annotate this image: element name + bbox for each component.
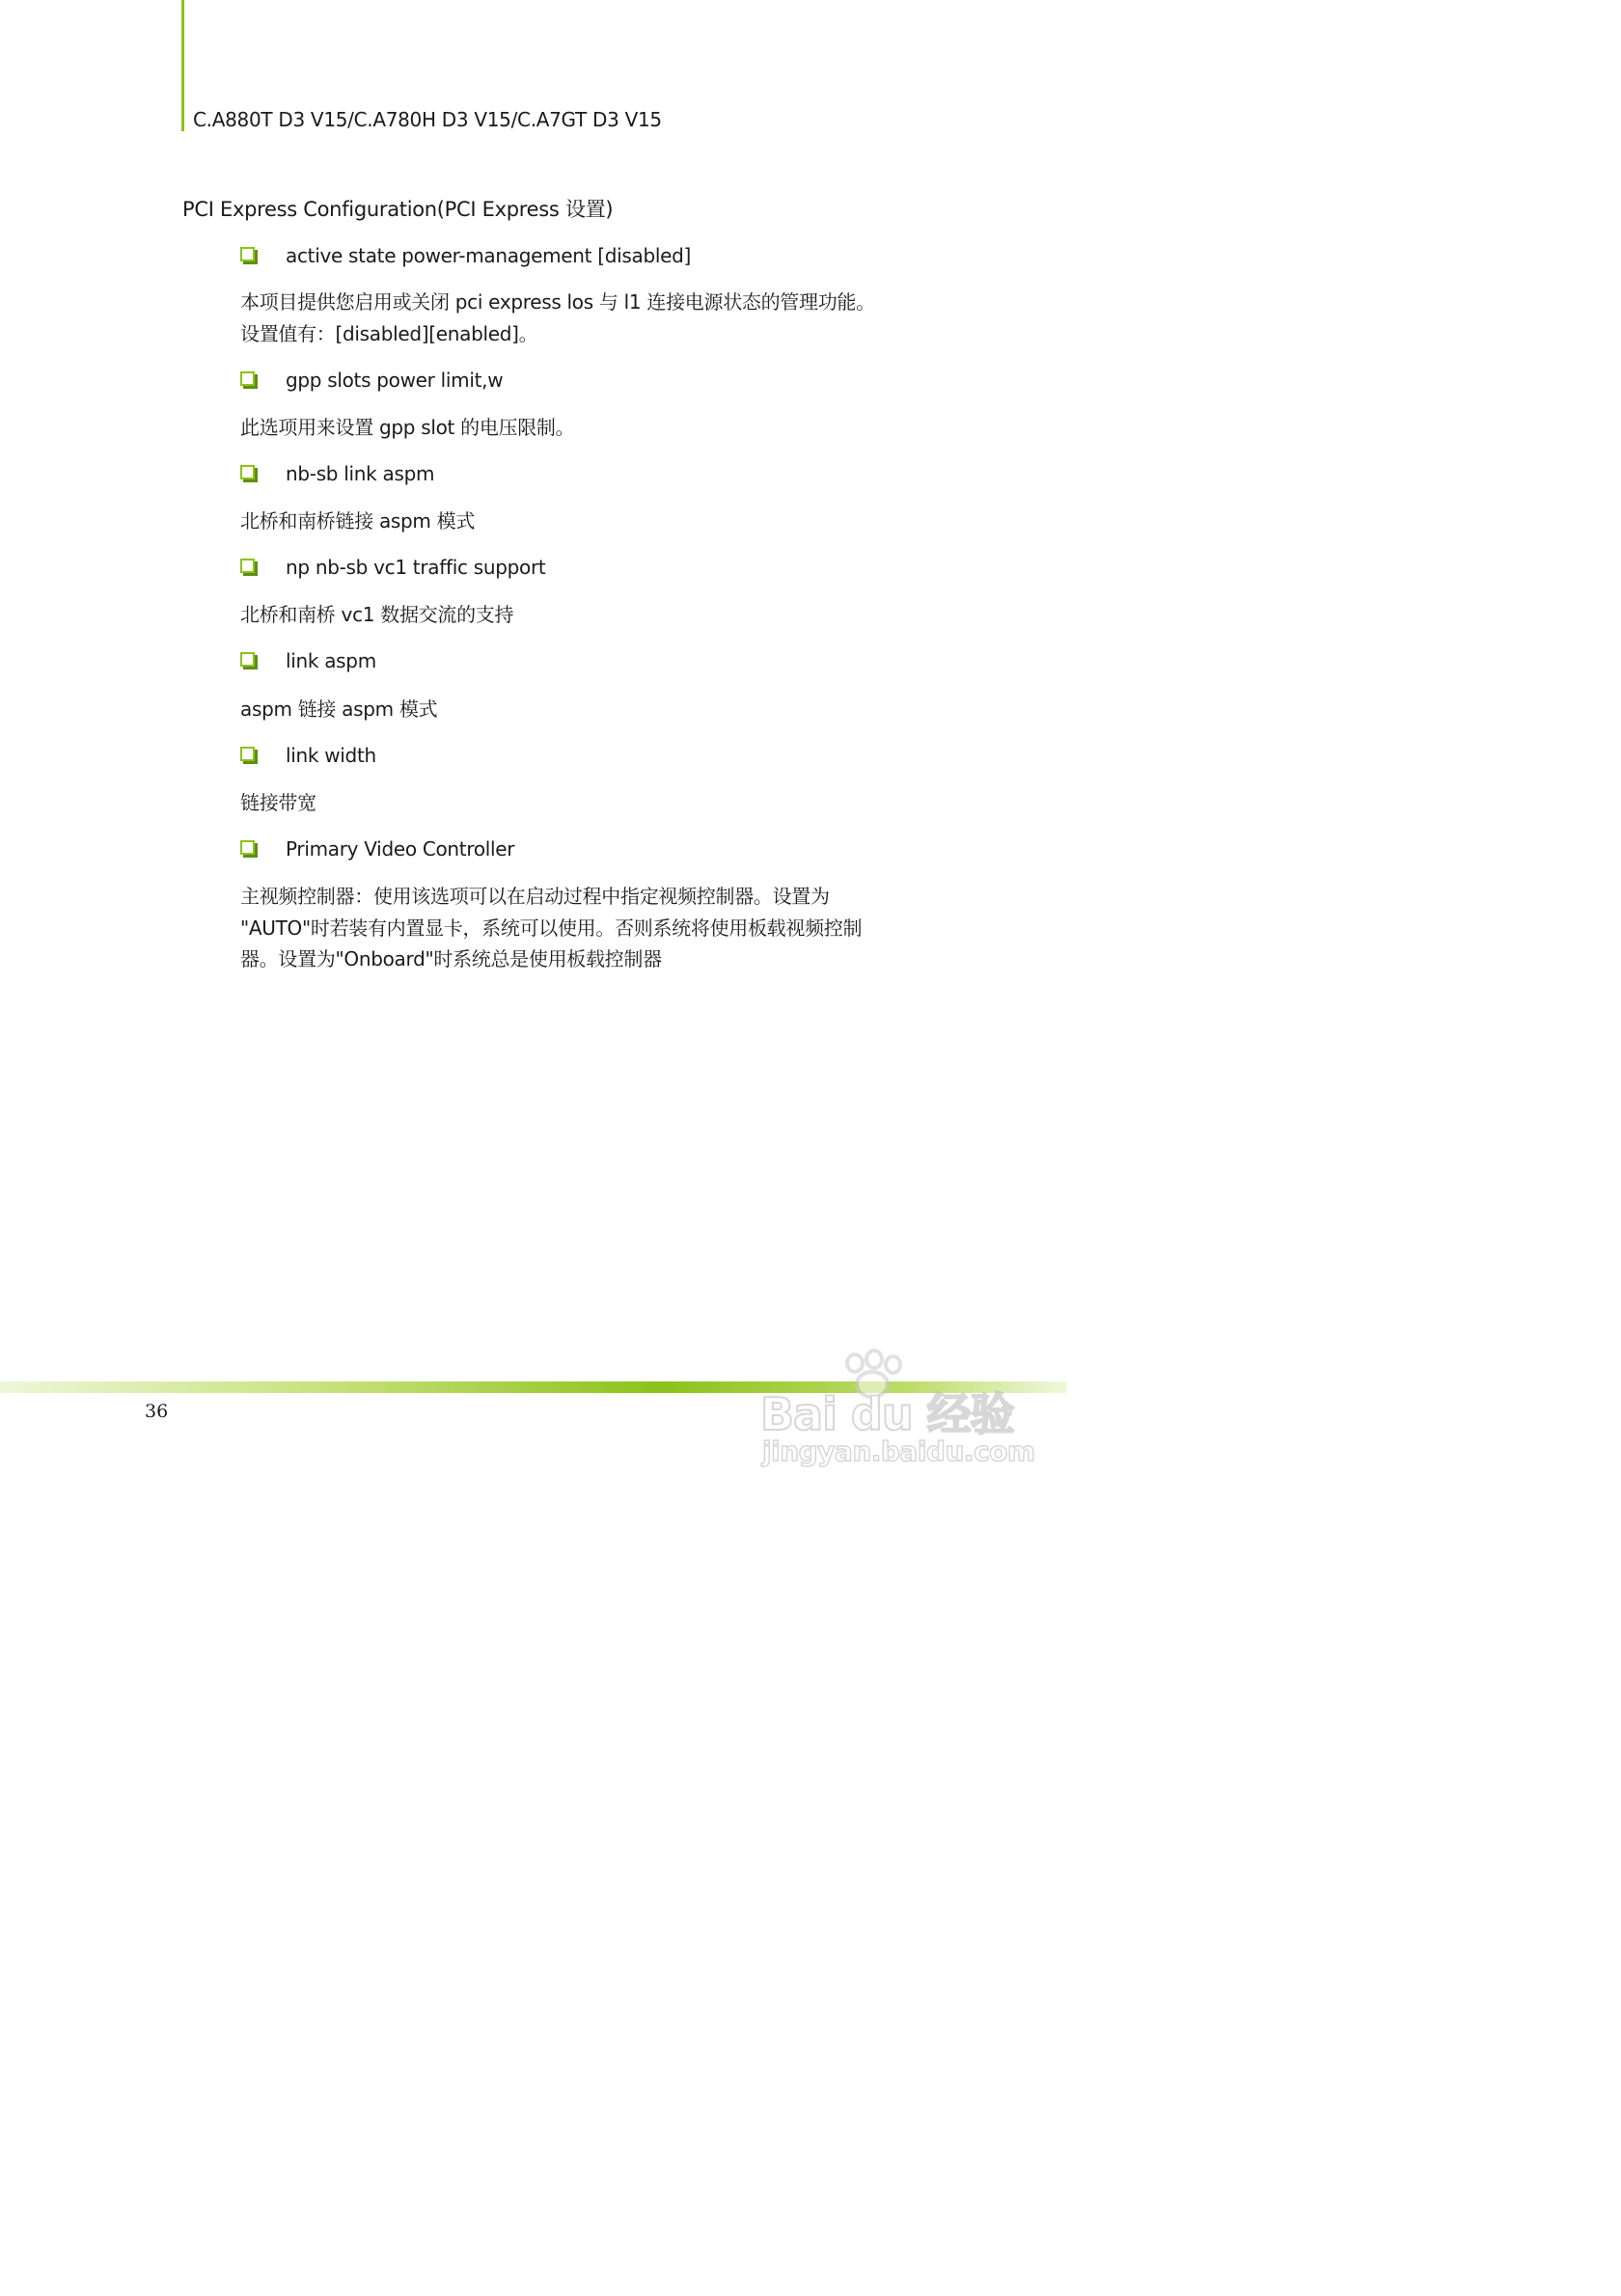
option-description <box>240 412 574 444</box>
description-line: 本项目提供您启用或关闭 pci express los 与 l1 连接电源状态的管理功能。 <box>240 290 875 314</box>
option-item <box>240 241 691 270</box>
option-item <box>240 834 514 863</box>
description-line: 主视频控制器：使用该选项可以在启动过程中指定视频控制器。设置为 <box>240 885 830 908</box>
watermark-url-text: jingyan.baidu.com <box>762 1435 1035 1467</box>
description-line: 北桥和南桥链接 aspm 模式 <box>240 509 476 533</box>
description-line: 北桥和南桥 vc1 数据交流的支持 <box>240 603 514 626</box>
option-label: Primary Video Controller <box>286 837 515 861</box>
checkbox-icon <box>240 747 258 764</box>
checkbox-icon <box>240 652 258 670</box>
option-description <box>240 787 316 819</box>
option-item <box>240 553 545 582</box>
option-description <box>240 599 513 631</box>
option-item <box>240 459 434 488</box>
baidu-jingyan-watermark <box>756 1351 1046 1486</box>
manual-page <box>0 0 1067 1511</box>
checkbox-icon <box>240 559 258 576</box>
option-label: nb-sb link aspm <box>286 462 435 485</box>
description-line: 器。设置为"Onboard"时系统总是使用板载控制器 <box>240 947 662 970</box>
description-line: 链接带宽 <box>240 791 316 814</box>
option-description <box>240 694 437 725</box>
description-line: aspm 链接 aspm 模式 <box>240 697 438 721</box>
page-number: 36 <box>145 1401 169 1422</box>
option-item <box>240 741 376 770</box>
checkbox-icon <box>240 840 258 858</box>
section-title: PCI Express Configuration(PCI Express 设置) <box>182 198 614 221</box>
checkbox-icon <box>240 465 258 482</box>
checkbox-icon <box>240 247 258 264</box>
watermark-logo-text: Bai du 经验 <box>760 1388 1014 1440</box>
header-accent-bar <box>181 0 184 131</box>
option-label: gpp slots power limit,w <box>286 369 504 392</box>
option-item <box>240 366 503 395</box>
option-description <box>240 506 475 537</box>
description-line: 设置值有：[disabled][enabled]。 <box>240 321 538 345</box>
header-model-text: C.A880T D3 V15/C.A780H D3 V15/C.A7GT D3 V15 <box>193 108 662 131</box>
option-description <box>240 881 862 975</box>
option-item <box>240 646 376 675</box>
checkbox-icon <box>240 371 258 389</box>
description-line: 此选项用来设置 gpp slot 的电压限制。 <box>240 416 575 439</box>
option-label: active state power-management [disabled] <box>286 244 692 267</box>
option-description <box>240 287 875 349</box>
option-label: np nb-sb vc1 traffic support <box>286 556 546 579</box>
description-line: "AUTO"时若装有内置显卡，系统可以使用。否则系统将使用板载视频控制 <box>240 916 863 940</box>
option-label: link aspm <box>286 649 376 672</box>
option-label: link width <box>286 744 376 767</box>
